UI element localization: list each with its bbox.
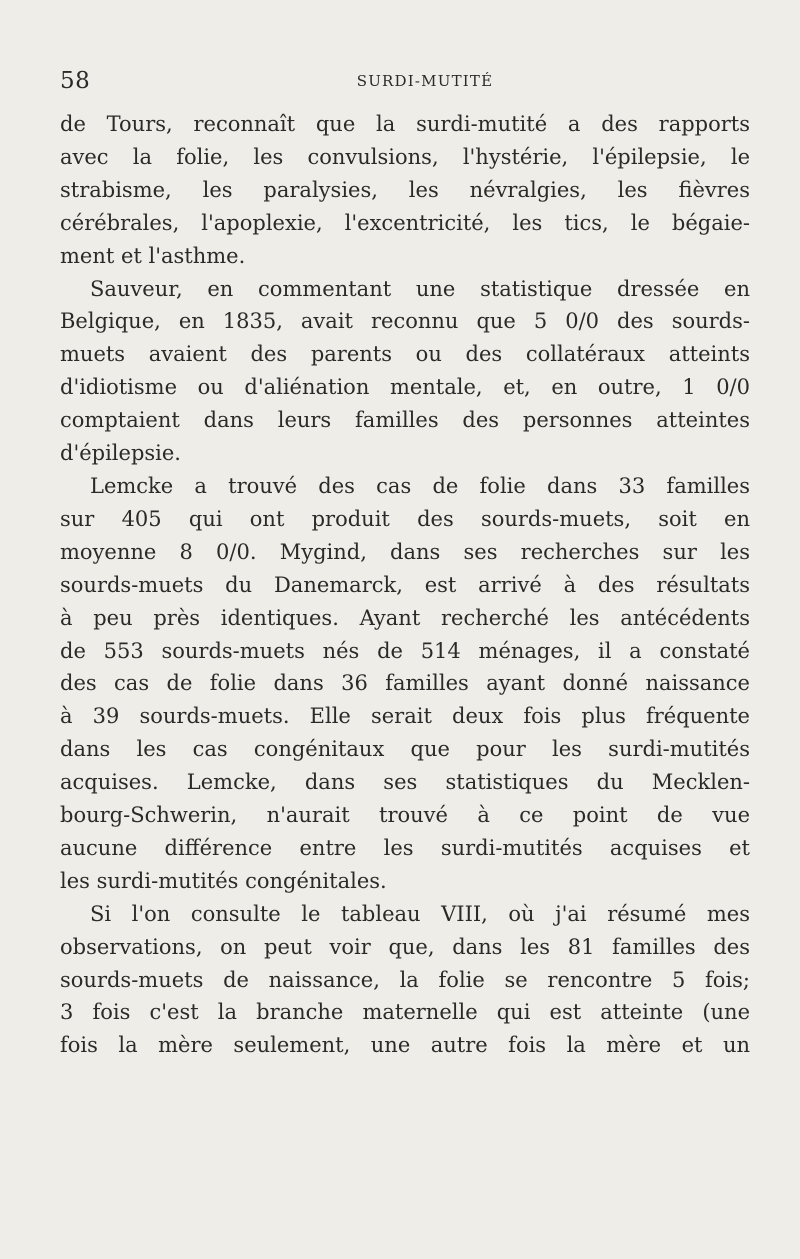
text-line: les surdi-mutités congénitales. [60, 868, 387, 893]
text-line: fois la mère seulement, une autre fois la mère et un [60, 1033, 750, 1058]
text-line: Sauveur, en commentant une statistique dressée en [90, 276, 750, 301]
text-line: muets avaient des parents ou des collatéraux atteints [60, 342, 750, 367]
text-line: bourg-Schwerin, n'aurait trouvé à ce point de vue [60, 803, 750, 828]
text-line: sourds-muets de naissance, la folie se rencontre 5 fois; [60, 967, 750, 992]
text-line: moyenne 8 0/0. Mygind, dans ses recherches sur les [60, 539, 750, 564]
paragraph-1 [60, 108, 750, 273]
text-line: d'épilepsie. [60, 441, 181, 466]
text-line: sur 405 qui ont produit des sourds-muets, soit en [60, 506, 750, 531]
text-line: 3 fois c'est la branche maternelle qui est atteinte (une [60, 1000, 750, 1025]
text-line: Lemcke a trouvé des cas de folie dans 33 familles [90, 473, 750, 498]
text-line: aucune différence entre les surdi-mutités acquises et [60, 835, 750, 860]
text-line: de Tours, reconnaît que la surdi-mutité a des rapports [60, 112, 750, 136]
text-line: des cas de folie dans 36 familles ayant donné naissance [60, 671, 750, 696]
paragraph-2 [60, 273, 750, 470]
running-title: SURDI-MUTITÉ [356, 72, 494, 90]
body-text [60, 108, 750, 1062]
text-line: acquises. Lemcke, dans ses statistiques du Mecklen- [60, 770, 750, 795]
page-number: 58 [60, 68, 91, 94]
text-line: d'idiotisme ou d'aliénation mentale, et, en outre, 1 0/0 [60, 375, 750, 400]
page-header [60, 68, 750, 98]
text-line: observations, on peut voir que, dans les 81 familles des [60, 934, 750, 959]
text-line: avec la folie, les convulsions, l'hystérie, l'épilepsie, le [60, 144, 750, 169]
paragraph-3 [60, 470, 750, 898]
text-line: cérébrales, l'apoplexie, l'excentricité, les tics, le bégaie- [60, 210, 750, 235]
text-line: comptaient dans leurs familles des personnes atteintes [60, 408, 750, 433]
text-line: Si l'on consulte le tableau VIII, où j'ai résumé mes [90, 901, 750, 926]
text-line: Belgique, en 1835, avait reconnu que 5 0/0 des sourds- [60, 309, 750, 334]
text-line: à 39 sourds-muets. Elle serait deux fois plus fréquente [60, 704, 750, 729]
text-line: de 553 sourds-muets nés de 514 ménages, il a constaté [60, 638, 750, 663]
text-line: ment et l'asthme. [60, 243, 246, 268]
text-line: à peu près identiques. Ayant recherché les antécédents [60, 605, 750, 630]
text-line: strabisme, les paralysies, les névralgies, les fièvres [60, 177, 750, 202]
text-line: sourds-muets du Danemarck, est arrivé à des résultats [60, 572, 750, 597]
paragraph-4 [60, 898, 750, 1063]
text-line: dans les cas congénitaux que pour les surdi-mutités [60, 737, 750, 762]
